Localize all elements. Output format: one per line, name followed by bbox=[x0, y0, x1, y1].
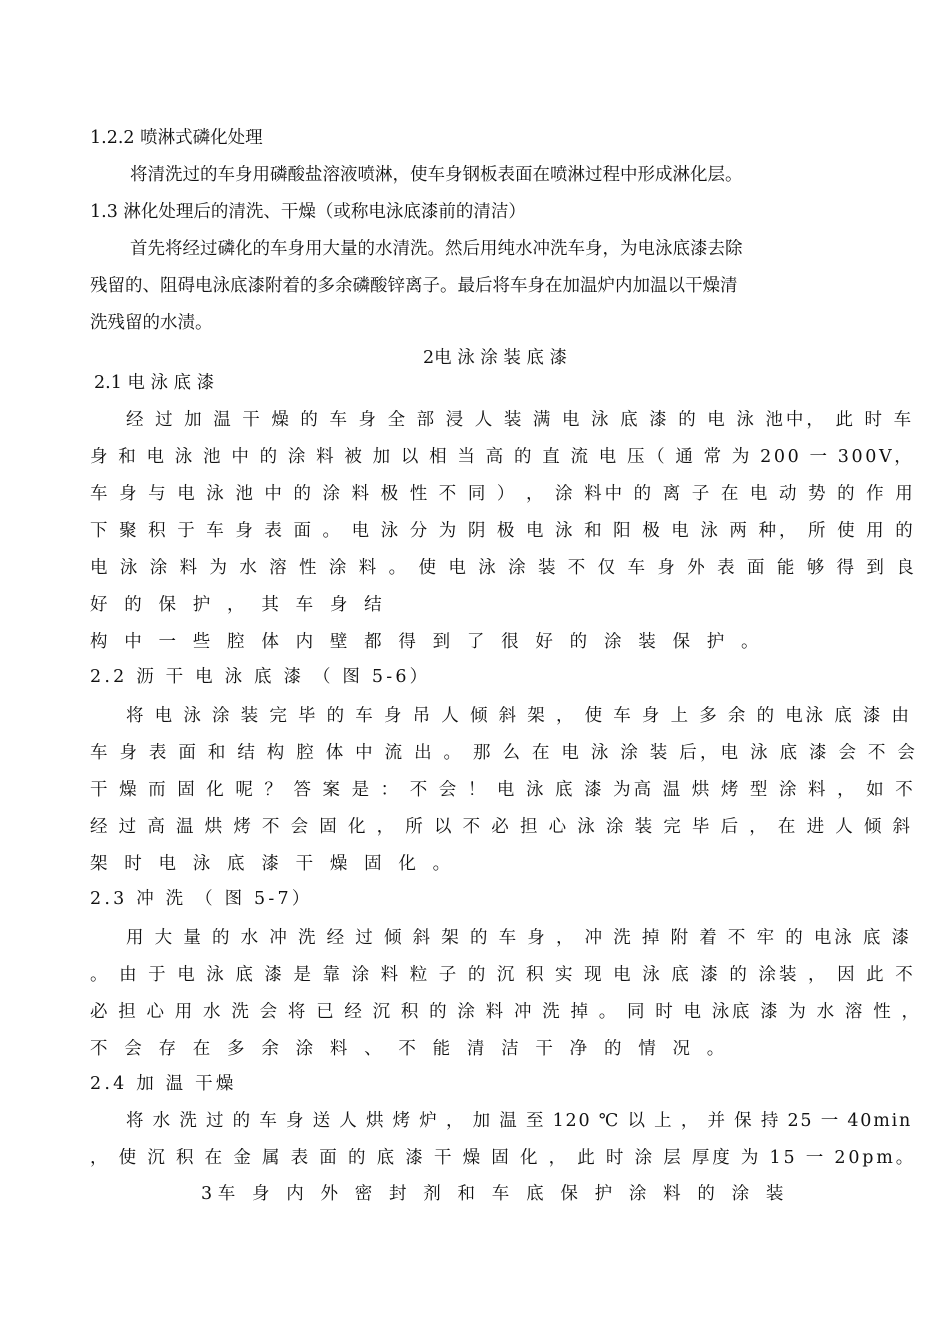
paragraph-line: 下 聚 积 于 车 身 表 面 。 电 泳 分 为 阴 极 电 泳 和 阳 极 电 泳 两 种， 所 使 用 的 bbox=[90, 521, 916, 541]
paragraph-line: 残留的、阻碍电泳底漆附着的多余磷酸锌离子。最后将车身在加温炉内加温以干燥清 bbox=[90, 276, 738, 296]
section-heading-2-3: 2.3 冲 洗 （ 图 5-7） bbox=[90, 889, 313, 909]
paragraph-line: 不 会 存 在 多 余 涂 料 、 不 能 清 洁 干 净 的 情 况 。 bbox=[90, 1039, 730, 1059]
section-heading-2-2: 2.2 沥 干 电 泳 底 漆 （ 图 5-6） bbox=[90, 667, 431, 687]
paragraph-line: 架 时 电 泳 底 漆 干 燥 固 化 。 bbox=[90, 854, 456, 874]
paragraph-line: 干 燥 而 固 化 呢 ？ 答 案 是 ： 不 会 ！ 电 泳 底 漆 为高 温 烘 烤 型 涂 料 ， 如 不 bbox=[90, 780, 916, 800]
paragraph-line: 经 过 加 温 干 燥 的 车 身 全 部 浸 人 装 满 电 泳 底 漆 的 电 泳 池中， 此 时 车 bbox=[126, 410, 915, 430]
paragraph-line: 将 水 洗 过 的 车 身 送 人 烘 烤 炉 ， 加 温 至 120 ℃ 以 上 ， 并 保 持 25 一 40min bbox=[126, 1111, 913, 1131]
paragraph-line: 。 由 于 电 泳 底 漆 是 靠 涂 料 粒 子 的 沉 积 实 现 电 泳 底 漆 的 涂装 ， 因 此 不 bbox=[90, 965, 916, 985]
section-heading-1-3: 1.3 淋化处理后的清洗、干燥（或称电泳底漆前的清洁） bbox=[90, 202, 526, 222]
paragraph-line: 车 身 表 面 和 结 构 腔 体 中 流 出 。 那 么 在 电 泳 涂 装 后，电 泳 底 漆 会 不 会 bbox=[90, 743, 919, 763]
paragraph-line: 构 中 一 些 腔 体 内 壁 都 得 到 了 很 好 的 涂 装 保 护 。 bbox=[90, 632, 765, 652]
chapter-title-3: 3车 身 内 外 密 封 剂 和 车 底 保 护 涂 料 的 涂 装 bbox=[200, 1184, 790, 1204]
paragraph-line: 将 电 泳 涂 装 完 毕 的 车 身 吊 人 倾 斜 架 ， 使 车 身 上 多 余 的 电泳 底 漆 由 bbox=[126, 706, 912, 726]
paragraph-line: 将清洗过的车身用磷酸盐溶液喷淋，使车身钢板表面在喷淋过程中形成淋化层。 bbox=[130, 165, 743, 185]
paragraph-line: 经 过 高 温 烘 烤 不 会 固 化 ， 所 以 不 必 担 心 泳 涂 装 完 毕 后 ， 在 进 人 倾 斜 bbox=[90, 817, 913, 837]
paragraph-line: 好 的 保 护 ， 其 车 身 结 bbox=[90, 595, 388, 615]
chapter-title-2: 2电 泳 涂 装 底 漆 bbox=[423, 348, 567, 368]
paragraph-line: 车 身 与 电 泳 池 中 的 涂 料 极 性 不 同 ） ， 涂 料中 的 离 子 在 电 动 势 的 作 用 bbox=[90, 484, 916, 504]
section-heading-1-2-2: 1.2.2 喷淋式磷化处理 bbox=[90, 128, 263, 148]
paragraph-line: 洗残留的水渍。 bbox=[90, 313, 213, 333]
paragraph-line: ， 使 沉 积 在 金 属 表 面 的 底 漆 干 燥 固 化 ， 此 时 涂 层 厚度 为 15 一 20pm。 bbox=[90, 1148, 916, 1168]
paragraph-line: 电 泳 涂 料 为 水 溶 性 涂 料 。 使 电 泳 涂 装 不 仅 车 身 外 表 面 能 够 得 到 良 bbox=[90, 558, 918, 578]
section-heading-2-4: 2.4 加 温 干燥 bbox=[90, 1074, 237, 1094]
paragraph-line: 身 和 电 泳 池 中 的 涂 料 被 加 以 相 当 高 的 直 流 电 压（ 通 常 为 200 一 300V， bbox=[90, 447, 915, 467]
paragraph-line: 首先将经过磷化的车身用大量的水清洗。然后用纯水冲洗车身，为电泳底漆去除 bbox=[130, 239, 743, 259]
paragraph-line: 必 担 心 用 水 洗 会 将 已 经 沉 积 的 涂 料 冲 洗 掉 。 同 时 电 泳底 漆 为 水 溶 性 ， bbox=[90, 1002, 922, 1022]
paragraph-line: 用 大 量 的 水 冲 洗 经 过 倾 斜 架 的 车 身 ， 冲 洗 掉 附 着 不 牢 的 电泳 底 漆 bbox=[126, 928, 912, 948]
section-heading-2-1: 2.1 电 泳 底 漆 bbox=[94, 373, 215, 393]
